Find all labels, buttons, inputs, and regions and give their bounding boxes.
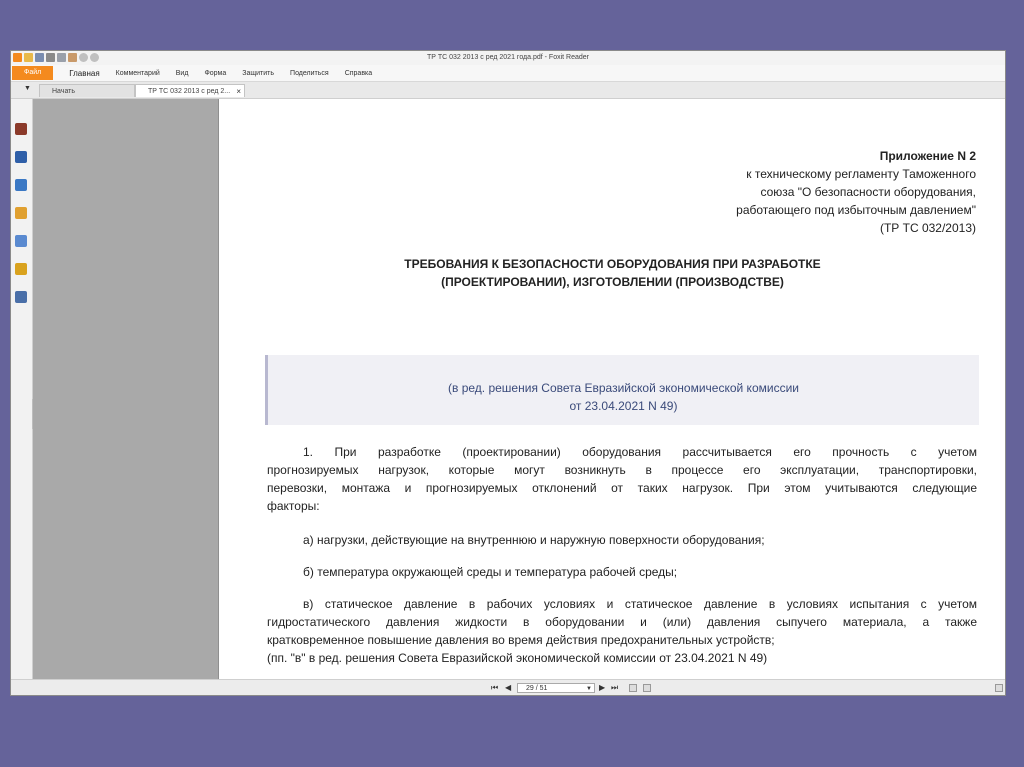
pages-icon[interactable] — [15, 151, 27, 163]
paragraph-line: прогнозируемых нагрузок, которые могут возникнуть в процессе его эксплуатации, транспортировки, — [267, 463, 977, 477]
layers-icon[interactable] — [15, 179, 27, 191]
window-title: ТР ТС 032 2013 с ред 2021 года.pdf - Foxit Reader — [426, 54, 589, 61]
edition-link[interactable]: Совета Евразийской экономической комиссии — [541, 381, 799, 395]
file-tab[interactable]: Файл — [12, 66, 53, 80]
tab-current-label: ТР ТС 032 2013 с ред 2... — [148, 88, 231, 95]
previous-page-button[interactable]: ◀ — [505, 683, 512, 692]
list-item-b: б) температура окружающей среды и температура рабочей среды; — [303, 565, 678, 579]
next-page-button[interactable]: ▶ — [599, 683, 606, 692]
left-panel-strip — [11, 99, 33, 679]
list-item-v: кратковременное повышение давления во время действия предохранительных устройств; — [267, 633, 775, 647]
comments-icon[interactable] — [15, 207, 27, 219]
title-bar — [11, 51, 1005, 65]
status-bar — [11, 679, 1005, 696]
paragraph-line: перевозки, монтажа и прогнозируемых отклонений от таких нагрузок. При этом учитываются следующие — [267, 481, 977, 495]
appendix-line: союза "О безопасности оборудования, — [760, 185, 976, 199]
bookmark-icon[interactable] — [15, 123, 27, 135]
appendix-line: к техническому регламенту Таможенного — [746, 167, 976, 181]
tab-start[interactable] — [39, 84, 135, 97]
list-item-v: в) статическое давление в рабочих условиях и статическое давление в условиях испытания с учетом — [303, 597, 977, 611]
document-tabs — [11, 82, 1005, 99]
tab-home[interactable]: Главная — [69, 68, 100, 78]
pdf-page — [219, 99, 1006, 679]
appendix-line: (ТР ТС 032/2013) — [879, 221, 976, 235]
page-number-input[interactable] — [517, 683, 595, 693]
last-page-button[interactable]: ⏭ — [611, 683, 619, 692]
single-page-view-icon[interactable] — [629, 684, 637, 692]
security-icon[interactable] — [15, 263, 27, 275]
close-tab-icon[interactable]: × — [236, 87, 241, 96]
edition-prefix: (в ред. решения — [448, 381, 542, 395]
appendix-line: работающего под избыточным давлением" — [736, 203, 976, 217]
page-dropdown-icon[interactable]: ▼ — [586, 686, 592, 692]
first-page-button[interactable]: ⏮ — [491, 683, 499, 692]
list-item-v: гидростатического давления жидкости в оборудовании и (или) давления сыпучего материала, а также — [267, 615, 977, 629]
list-item-a: а) нагрузки, действующие на внутреннюю и наружную поверхности оборудования; — [303, 533, 765, 547]
tab-comment[interactable]: Комментарий — [115, 69, 160, 77]
tab-help[interactable]: Справка — [344, 69, 373, 77]
page-number-value: 29 / 51 — [526, 685, 548, 692]
appendix-title: Приложение N 2 — [879, 149, 976, 163]
tab-view[interactable]: Вид — [175, 69, 189, 77]
statusbar-menu-icon[interactable] — [995, 684, 1003, 692]
edition-note-box — [265, 355, 979, 425]
edition-line-2: от 23.04.2021 N 49) — [569, 399, 678, 413]
tabs-menu-arrow-icon[interactable]: ▼ — [24, 85, 31, 92]
navigation-panel — [33, 99, 219, 679]
edition-line-1 — [268, 381, 979, 395]
paragraph-line: 1. При разработке (проектировании) оборудования рассчитывается его прочность с учетом — [303, 445, 977, 459]
signature-icon[interactable] — [15, 291, 27, 303]
paragraph-line: факторы: — [267, 499, 320, 513]
tab-share[interactable]: Поделиться — [290, 69, 329, 77]
attachments-icon[interactable] — [15, 235, 27, 247]
tab-protect[interactable]: Защитить — [242, 69, 275, 77]
list-item-v-note: (пп. "в" в ред. решения Совета Евразийской экономической комиссии от 23.04.2021 N 49) — [267, 651, 768, 665]
tab-start-label: Начать — [52, 88, 76, 95]
tab-form[interactable]: Форма — [204, 69, 227, 77]
ribbon-tabs — [11, 65, 1005, 82]
foxit-reader-window — [10, 50, 1006, 696]
tab-current-document[interactable] — [135, 84, 245, 97]
section-heading: ТРЕБОВАНИЯ К БЕЗОПАСНОСТИ ОБОРУДОВАНИЯ ПРИ РАЗРАБОТКЕ — [404, 257, 821, 271]
section-heading: (ПРОЕКТИРОВАНИИ), ИЗГОТОВЛЕНИИ (ПРОИЗВОДСТВЕ) — [441, 275, 784, 289]
document-view[interactable] — [219, 99, 1006, 679]
continuous-view-icon[interactable] — [643, 684, 651, 692]
